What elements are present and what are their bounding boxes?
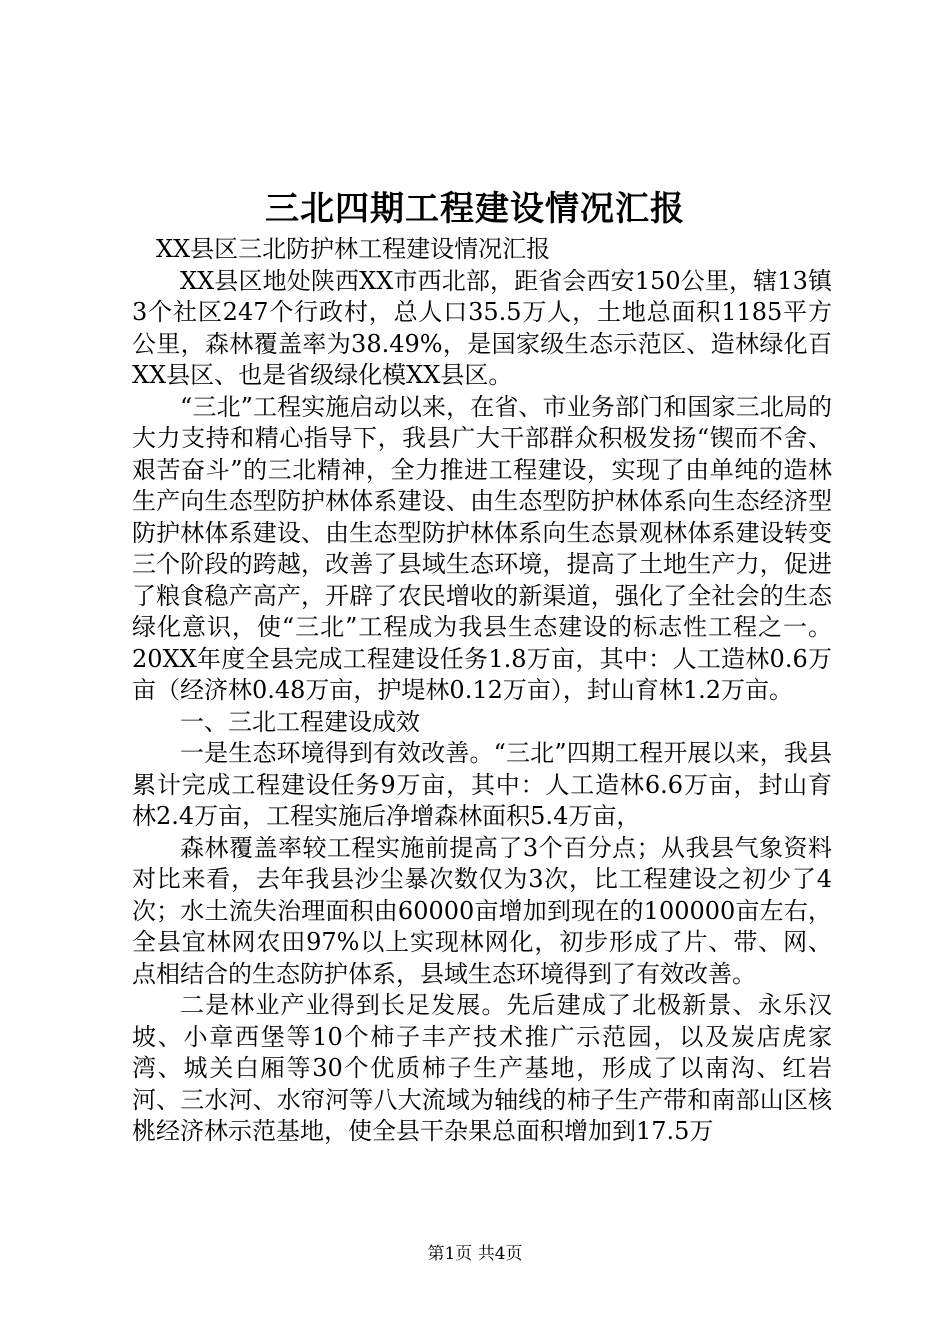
paragraph-overview: XX县区地处陕西XX市西北部，距省会西安150公里，辖13镇3个社区247个行政村，总人口35.5万人，土地总面积1185平方公里，森林覆盖率为38.49%，是国家级生态示范区、造林绿化百XX县区、也是省级绿化模XX县区。: [132, 266, 832, 389]
paragraph-forest-coverage: 森林覆盖率较工程实施前提高了3个百分点；从我县气象资料对比来看，去年我县沙尘暴次数仅为3次，比工程建设之初少了4次；水土流失治理面积由60000亩增加到现在的100000亩左右，全县宜林网农田97%以上实现林网化，初步形成了片、带、网、点相结合的生态防护体系，县域生态环境得到了有效改善。: [132, 833, 832, 988]
paragraph-ecology: 一是生态环境得到有效改善。“三北”四期工程开展以来，我县累计完成工程建设任务9万亩，其中：人工造林6.6万亩，封山育林2.4万亩，工程实施后净增森林面积5.4万亩，: [132, 739, 832, 830]
page-footer: 第1页 共4页: [427, 1244, 523, 1264]
document-title: 三北四期工程建设情况汇报: [265, 189, 685, 229]
paragraph-subtitle: XX县区三北防护林工程建设情况汇报: [156, 235, 551, 263]
document-body: [132, 234, 832, 1148]
paragraph-implementation: “三北”工程实施启动以来，在省、市业务部门和国家三北局的大力支持和精心指导下，我县广大干部群众积极发扬“锲而不舍、艰苦奋斗”的三北精神，全力推进工程建设，实现了由单纯的造林生产向生态型防护林体系建设、由生态型防护林体系向生态经济型防护林体系建设、由生态型防护林体系向生态景观林体系建设转变三个阶段的跨越，改善了县域生态环境，提高了土地生产力，促进了粮食稳产高产，开辟了农民增收的新渠道，强化了全社会的生态绿化意识，使“三北”工程成为我县生态建设的标志性工程之一。20XX年度全县完成工程建设任务1.8万亩，其中：人工造林0.6万亩（经济林0.48万亩，护堤林0.12万亩），封山育林1.2万亩。: [132, 392, 832, 704]
paragraph-forestry-industry: 二是林业产业得到长足发展。先后建成了北极新景、永乐汉坡、小章西堡等10个柿子丰产技术推广示范园，以及炭店虎家湾、城关白厢等30个优质柿子生产基地，形成了以南沟、红岩河、三水河、水帘河等八大流域为轴线的柿子生产带和南部山区核桃经济林示范基地，使全县干杂果总面积增加到17.5万: [132, 991, 832, 1145]
section-heading-results: 一、三北工程建设成效: [180, 707, 420, 736]
